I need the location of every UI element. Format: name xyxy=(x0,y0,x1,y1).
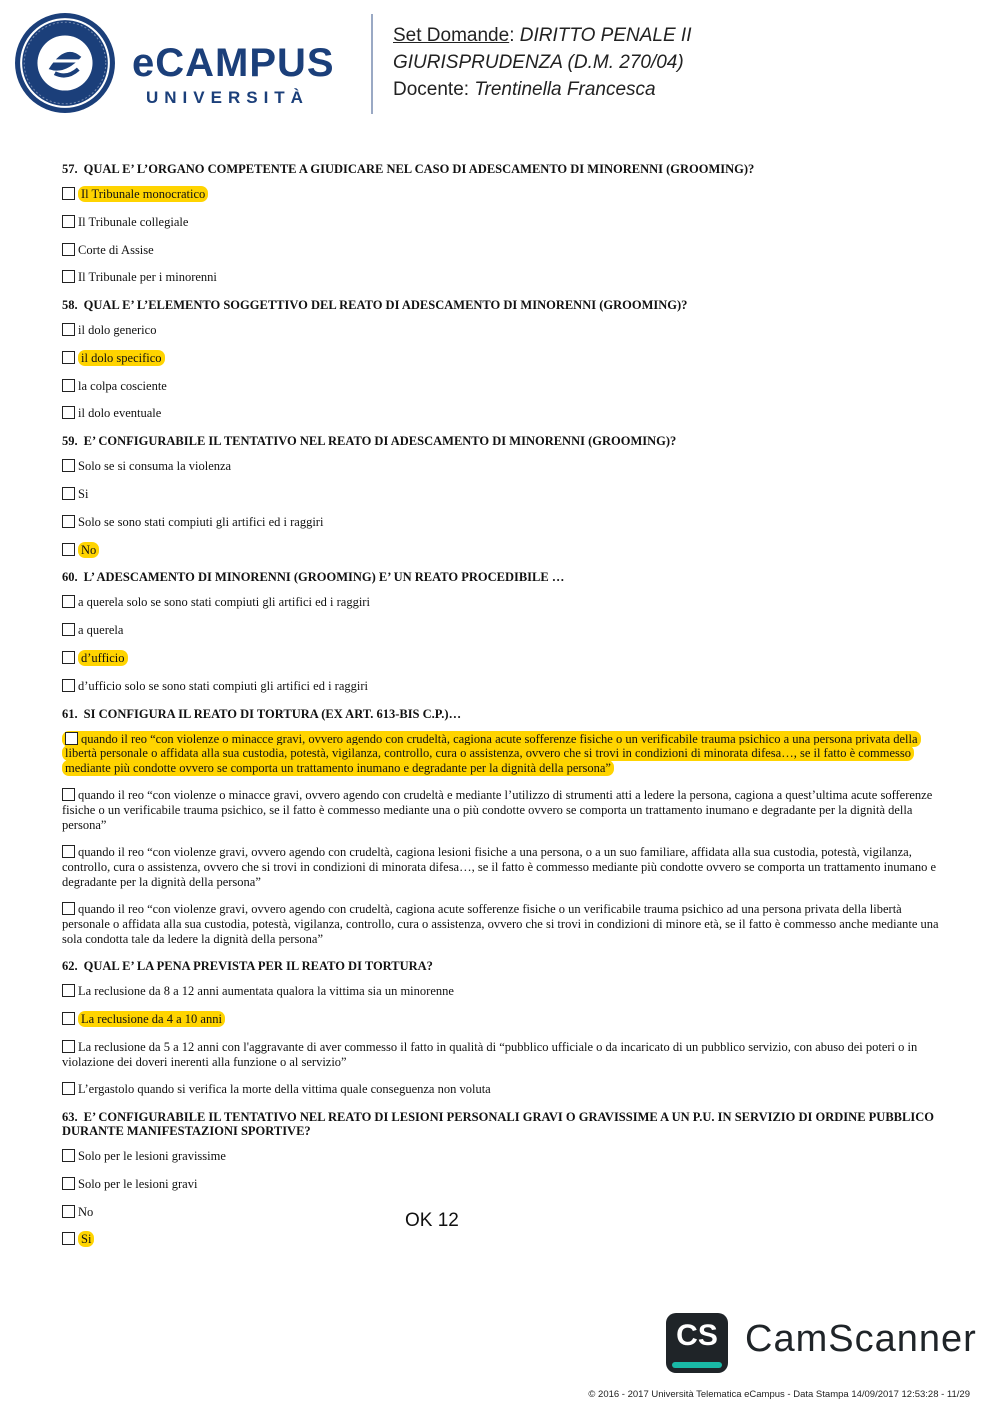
answer-text: La reclusione da 5 a 12 anni con l'aggravante di aver commesso il fatto in qualità di “pubblico ufficiale o da incaricato di un pubblico servizio, con abuso dei poteri o in violazione dei doveri inerenti alla funzione o al servizio” xyxy=(62,1039,918,1069)
handwritten-note: OK 12 xyxy=(405,1210,459,1231)
answer-checkbox[interactable] xyxy=(62,215,75,228)
question-text: L’ ADESCAMENTO DI MINORENNI (GROOMING) E’ UN REATO PROCEDIBILE … xyxy=(83,570,565,585)
answer-checkbox[interactable] xyxy=(62,845,75,858)
camscanner-logo-bar xyxy=(672,1362,722,1368)
answer-option[interactable] xyxy=(62,187,940,202)
answer-checkbox[interactable] xyxy=(62,902,75,915)
answer-checkbox[interactable] xyxy=(62,406,75,419)
answer-option[interactable] xyxy=(62,651,940,666)
answer-text: No xyxy=(78,542,99,558)
set-value: DIRITTO PENALE II xyxy=(519,25,692,46)
question-number: 57. xyxy=(62,162,78,176)
question-text: QUAL E’ LA PENA PREVISTA PER IL REATO DI TORTURA? xyxy=(83,959,433,974)
answer-option[interactable] xyxy=(62,379,940,394)
logo-main-text: eCAMPUS xyxy=(132,41,335,85)
answer-option[interactable] xyxy=(62,543,940,558)
answer-checkbox[interactable] xyxy=(62,243,75,256)
answer-option[interactable] xyxy=(62,515,940,530)
answer-checkbox[interactable] xyxy=(62,459,75,472)
answer-option[interactable] xyxy=(62,270,940,285)
answer-option[interactable] xyxy=(62,1082,940,1097)
answer-checkbox[interactable] xyxy=(62,1177,75,1190)
answer-checkbox[interactable] xyxy=(65,732,78,745)
answer-text: L’ergastolo quando si verifica la morte della vittima quale conseguenza non voluta xyxy=(78,1082,491,1097)
answer-option[interactable] xyxy=(62,845,940,889)
answer-text: a querela xyxy=(78,623,124,638)
answer-option[interactable] xyxy=(62,459,940,474)
question-text: QUAL E’ L’ORGANO COMPETENTE A GIUDICARE NEL CASO DI ADESCAMENTO DI MINORENNI (GROOMING)? xyxy=(83,162,755,176)
answer-checkbox[interactable] xyxy=(62,1232,75,1245)
answer-text: Solo se si consuma la violenza xyxy=(78,459,232,474)
set-line: Set Domande: DIRITTO PENALE II xyxy=(393,25,692,46)
answer-text: Si xyxy=(78,1231,94,1247)
answer-text: il dolo eventuale xyxy=(78,406,162,421)
question-63 xyxy=(62,1110,940,1247)
question-57 xyxy=(62,162,940,285)
page-header xyxy=(0,0,1000,130)
question-58 xyxy=(62,298,940,421)
teacher-label: Docente: xyxy=(393,79,470,100)
answer-text: d’ufficio xyxy=(78,650,128,666)
answer-text: Il Tribunale monocratico xyxy=(78,186,208,202)
answer-text: Il Tribunale per i minorenni xyxy=(78,270,217,285)
answer-option[interactable] xyxy=(62,1205,940,1220)
answer-option[interactable] xyxy=(62,1012,940,1027)
answer-option[interactable] xyxy=(62,243,940,258)
answer-option[interactable] xyxy=(62,1040,940,1069)
answer-text: il dolo specifico xyxy=(78,350,165,366)
answer-option[interactable] xyxy=(62,323,940,338)
answer-checkbox[interactable] xyxy=(62,379,75,392)
question-60 xyxy=(62,570,940,693)
answer-checkbox[interactable] xyxy=(62,351,75,364)
answer-checkbox[interactable] xyxy=(62,1149,75,1162)
answer-option[interactable] xyxy=(62,215,940,230)
answer-option[interactable] xyxy=(62,1149,940,1164)
answer-checkbox[interactable] xyxy=(62,543,75,556)
answer-text: quando il reo “con violenze o minacce gravi, ovvero agendo con crudeltà, cagiona acute sofferenze fisiche o un verificabile trauma psichico a una persona privata della libertà personale o affidata alla sua custodia, potestà, vigilanza, controllo, cura o assistenza, ovvero che si trovi in condizioni di minorata difesa…, se il fatto è commesso mediante più condotte ovvero se comporta un trattamento inumano e degradante per la dignità della persona” xyxy=(65,731,918,775)
answer-option[interactable] xyxy=(62,1177,940,1192)
answer-option[interactable] xyxy=(62,788,940,832)
answer-option[interactable] xyxy=(62,679,940,694)
logo-sub-text: UNIVERSITÀ xyxy=(146,88,309,107)
answer-checkbox[interactable] xyxy=(62,651,75,664)
course-line xyxy=(393,49,692,76)
answer-checkbox[interactable] xyxy=(62,1205,75,1218)
answer-checkbox[interactable] xyxy=(62,515,75,528)
question-text: QUAL E’ L’ELEMENTO SOGGETTIVO DEL REATO DI ADESCAMENTO DI MINORENNI (GROOMING)? xyxy=(83,298,688,313)
question-number: 62. xyxy=(62,959,78,974)
camscanner-logo-letters: CS xyxy=(676,1319,718,1352)
answer-option[interactable] xyxy=(62,732,940,776)
answer-checkbox[interactable] xyxy=(62,1012,75,1025)
answer-option[interactable] xyxy=(62,487,940,502)
answer-checkbox[interactable] xyxy=(62,595,75,608)
question-number: 60. xyxy=(62,570,78,585)
question-text: E’ CONFIGURABILE IL TENTATIVO NEL REATO DI ADESCAMENTO DI MINORENNI (GROOMING)? xyxy=(83,434,677,449)
answer-checkbox[interactable] xyxy=(62,623,75,636)
answer-option[interactable] xyxy=(62,902,940,946)
answer-text: d’ufficio solo se sono stati compiuti gli artifici ed i raggiri xyxy=(78,678,368,693)
camscanner-logo-icon xyxy=(666,1313,728,1373)
page-footer: © 2016 - 2017 Università Telematica eCampus - Data Stampa 14/09/2017 12:53:28 - 11/29 xyxy=(588,1389,970,1400)
university-seal-icon xyxy=(14,12,116,114)
answer-text: No xyxy=(78,1204,94,1219)
question-number: 59. xyxy=(62,434,78,449)
question-61 xyxy=(62,707,940,947)
question-number: 61. xyxy=(62,706,78,721)
answer-checkbox[interactable] xyxy=(62,187,75,200)
answer-checkbox[interactable] xyxy=(62,984,75,997)
answer-checkbox[interactable] xyxy=(62,487,75,500)
answer-option[interactable] xyxy=(62,595,940,610)
answer-checkbox[interactable] xyxy=(62,679,75,692)
question-number: 58. xyxy=(62,298,78,313)
question-title xyxy=(62,707,940,721)
question-62 xyxy=(62,959,940,1097)
question-59 xyxy=(62,434,940,557)
course-info xyxy=(393,22,692,103)
answer-text: Corte di Assise xyxy=(78,242,154,257)
question-title xyxy=(62,1110,940,1138)
camscanner-watermark: CamScanner xyxy=(745,1318,977,1360)
answer-text: La reclusione da 8 a 12 anni aumentata qualora la vittima sia un minorenne xyxy=(78,984,454,999)
set-label: Set Domande xyxy=(393,25,510,46)
answer-text: Si xyxy=(78,487,89,502)
answer-option[interactable] xyxy=(62,623,940,638)
question-number: 63. xyxy=(62,1110,78,1125)
answer-checkbox[interactable] xyxy=(62,788,75,801)
question-title xyxy=(62,434,940,448)
answer-text: la colpa cosciente xyxy=(78,378,167,393)
answer-text: il dolo generico xyxy=(78,323,157,338)
answer-text: quando il reo “con violenze gravi, ovvero agendo con crudeltà, cagiona lesioni fisiche a una persona, o a un suo familiare, affidata alla sua custodia, potestà, vigilanza, controllo, cura o assistenza, ovvero che si trovi in condizioni di minorata difesa…, se il fatto è commesso mediante più condotte ovvero se comporta un trattamento inumano e degradante per la dignità della persona” xyxy=(62,845,937,889)
header-divider xyxy=(371,14,373,114)
question-title xyxy=(62,959,940,973)
course-value: GIURISPRUDENZA (D.M. 270/04) xyxy=(393,52,684,73)
question-list xyxy=(62,162,940,1260)
answer-text: a querela solo se sono stati compiuti gli artifici ed i raggiri xyxy=(78,595,370,610)
answer-option[interactable] xyxy=(62,984,940,999)
university-logo xyxy=(132,40,358,112)
question-title xyxy=(62,298,940,312)
teacher-value: Trentinella Francesca xyxy=(474,79,656,100)
question-title xyxy=(62,570,940,584)
answer-checkbox[interactable] xyxy=(62,1082,75,1095)
answer-text: La reclusione da 4 a 10 anni xyxy=(78,1011,225,1027)
answer-option[interactable] xyxy=(62,406,940,421)
answer-text: quando il reo “con violenze gravi, ovvero agendo con crudeltà, cagiona acute sofferenze fisiche o un verificabile trauma psichico ad una persona privata della libertà personale o affidata alla sua custodia, potestà, vigilanza, controllo, cura o assistenza, ovvero che si trovi in condizioni di minore età, se il fatto è commesso anche mediante una sola condotta tale da ledere la dignità della persona” xyxy=(62,902,939,946)
answer-checkbox[interactable] xyxy=(62,323,75,336)
answer-text: Solo per le lesioni gravi xyxy=(78,1176,198,1191)
teacher-line xyxy=(393,76,692,103)
answer-text: Solo per le lesioni gravissime xyxy=(78,1149,226,1164)
answer-text: quando il reo “con violenze o minacce gravi, ovvero agendo con crudeltà e mediante l’utilizzo di strumenti atti a ledere la persona, cagiona a quest’ultima acute sofferenze fisiche o un verificabile trauma psichico, se il fatto è commesso mediante una o più condotte ovvero se comporta un trattamento inumano e degradante per la dignità della persona” xyxy=(62,788,933,832)
answer-option[interactable] xyxy=(62,351,940,366)
question-title xyxy=(62,162,940,176)
answer-option[interactable] xyxy=(62,1232,940,1247)
answer-text: Solo se sono stati compiuti gli artifici ed i raggiri xyxy=(78,514,324,529)
answer-text: Il Tribunale collegiale xyxy=(78,214,189,229)
question-text: SI CONFIGURA IL REATO DI TORTURA (EX ART. 613-BIS C.P.)… xyxy=(83,706,462,721)
answer-checkbox[interactable] xyxy=(62,1040,75,1053)
answer-checkbox[interactable] xyxy=(62,270,75,283)
question-text: E’ CONFIGURABILE IL TENTATIVO NEL REATO DI LESIONI PERSONALI GRAVI O GRAVISSIME A UN P.U. IN SERVIZIO DI ORDINE PUBBLICO DURANTE MANIFESTAZIONI SPORTIVE? xyxy=(62,1110,934,1139)
